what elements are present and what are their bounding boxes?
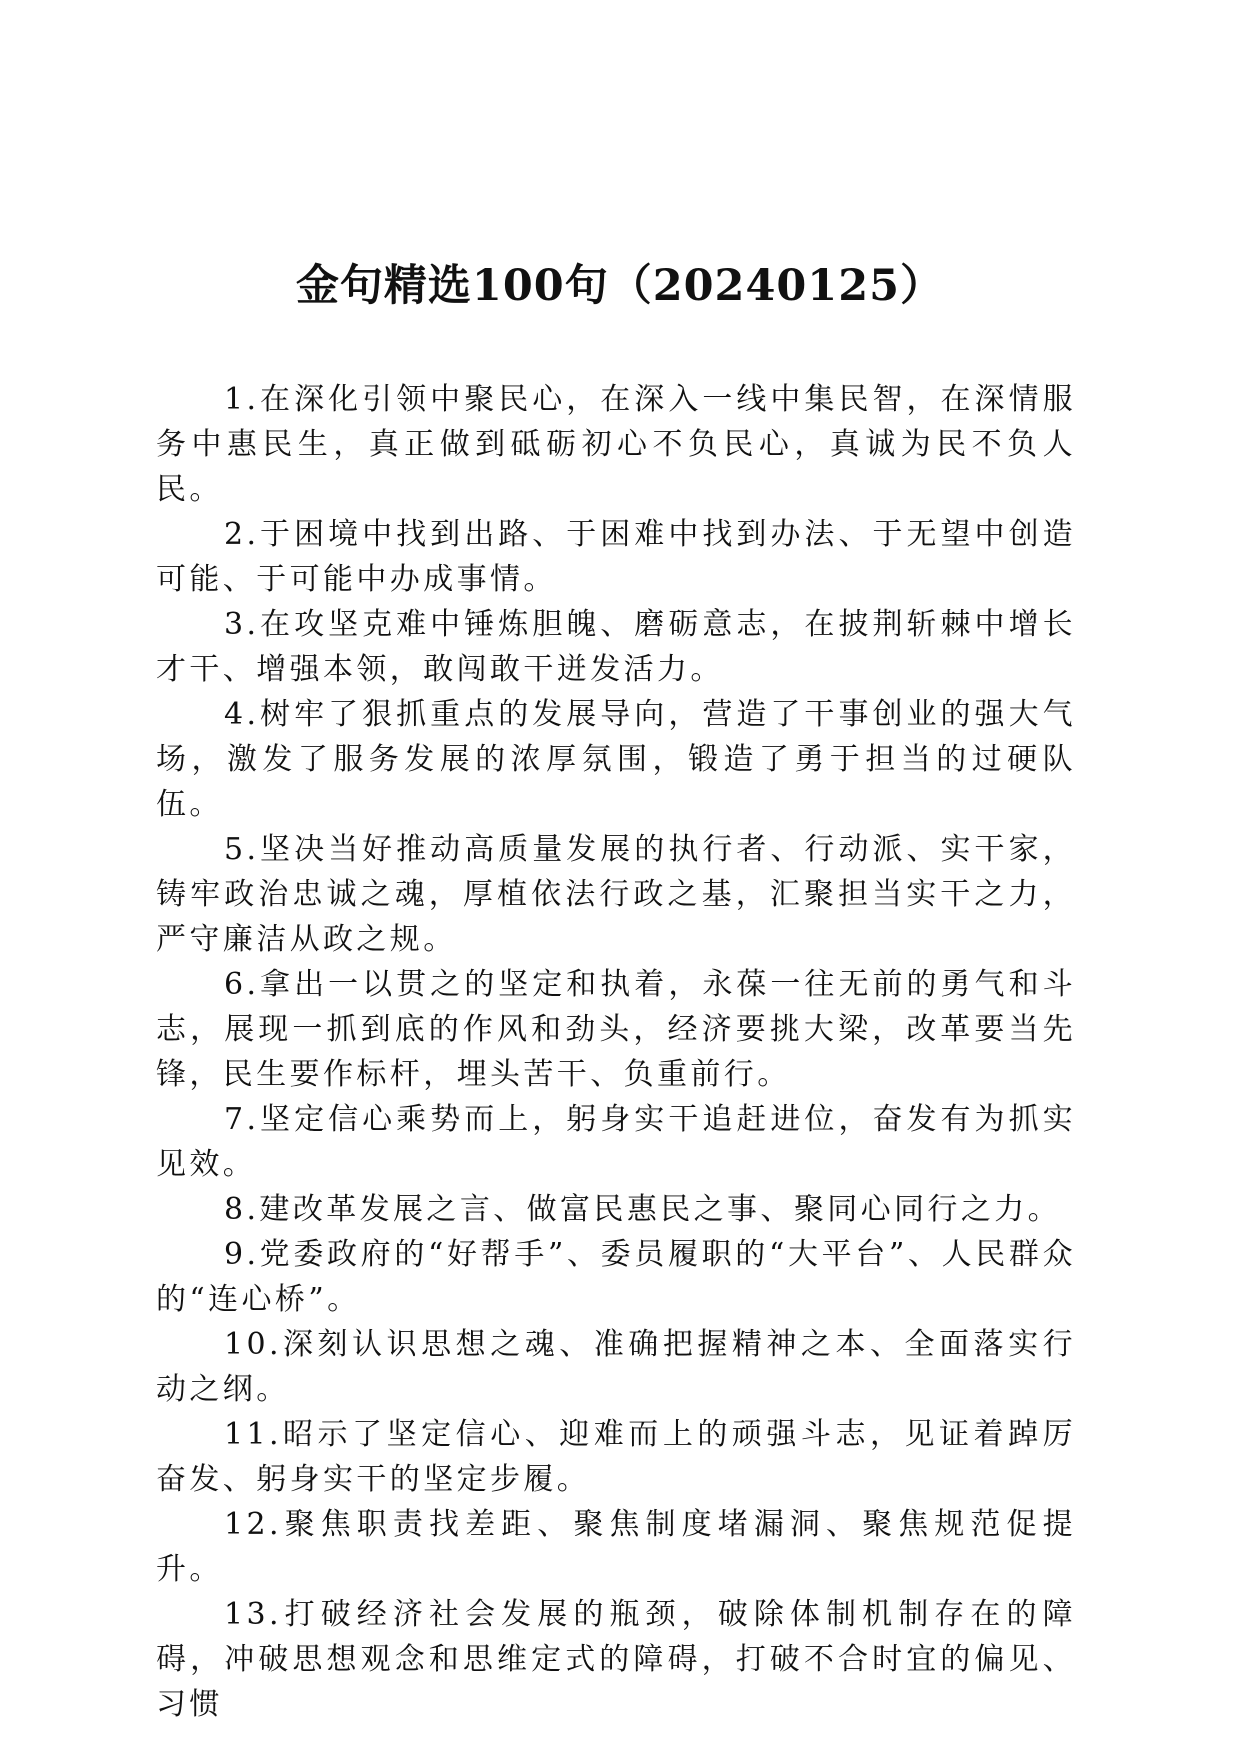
quote-item-4: 4.树牢了狠抓重点的发展导向，营造了干事创业的强大气场，激发了服务发展的浓厚氛围，锻造了勇于担当的过硬队伍。 <box>156 697 1076 822</box>
quote-list <box>156 377 1076 1727</box>
quote-item-8: 8.建改革发展之言、做富民惠民之事、聚同心同行之力。 <box>224 1192 1062 1227</box>
quote-item-1: 1.在深化引领中聚民心，在深入一线中集民智，在深情服务中惠民生，真正做到砥砺初心不负民心，真诚为民不负人民。 <box>156 382 1076 507</box>
quote-item-11: 11.昭示了坚定信心、迎难而上的顽强斗志，见证着踔厉奋发、躬身实干的坚定步履。 <box>156 1417 1076 1497</box>
quote-item-5: 5.坚决当好推动高质量发展的执行者、行动派、实干家，铸牢政治忠诚之魂，厚植依法行政之基，汇聚担当实干之力，严守廉洁从政之规。 <box>156 832 1076 957</box>
quote-item-6: 6.拿出一以贯之的坚定和执着，永葆一往无前的勇气和斗志，展现一抓到底的作风和劲头，经济要挑大梁，改革要当先锋，民生要作标杆，埋头苦干、负重前行。 <box>156 967 1076 1092</box>
quote-item-7: 7.坚定信心乘势而上，躬身实干追赶进位，奋发有为抓实见效。 <box>156 1102 1076 1182</box>
quote-item-9: 9.党委政府的“好帮手”、委员履职的“大平台”、人民群众的“连心桥”。 <box>156 1237 1076 1317</box>
quote-item-2: 2.于困境中找到出路、于困难中找到办法、于无望中创造可能、于可能中办成事情。 <box>156 517 1076 597</box>
document-title: 金句精选100句（20240125） <box>295 261 945 311</box>
quote-item-12: 12.聚焦职责找差距、聚焦制度堵漏洞、聚焦规范促提升。 <box>156 1507 1076 1587</box>
quote-item-13: 13.打破经济社会发展的瓶颈，破除体制机制存在的障碍，冲破思想观念和思维定式的障碍，打破不合时宜的偏见、习惯 <box>156 1597 1076 1722</box>
quote-item-10: 10.深刻认识思想之魂、准确把握精神之本、全面落实行动之纲。 <box>156 1327 1076 1407</box>
quote-item-3: 3.在攻坚克难中锤炼胆魄、磨砺意志，在披荆斩棘中增长才干、增强本领，敢闯敢干迸发活力。 <box>156 607 1076 687</box>
